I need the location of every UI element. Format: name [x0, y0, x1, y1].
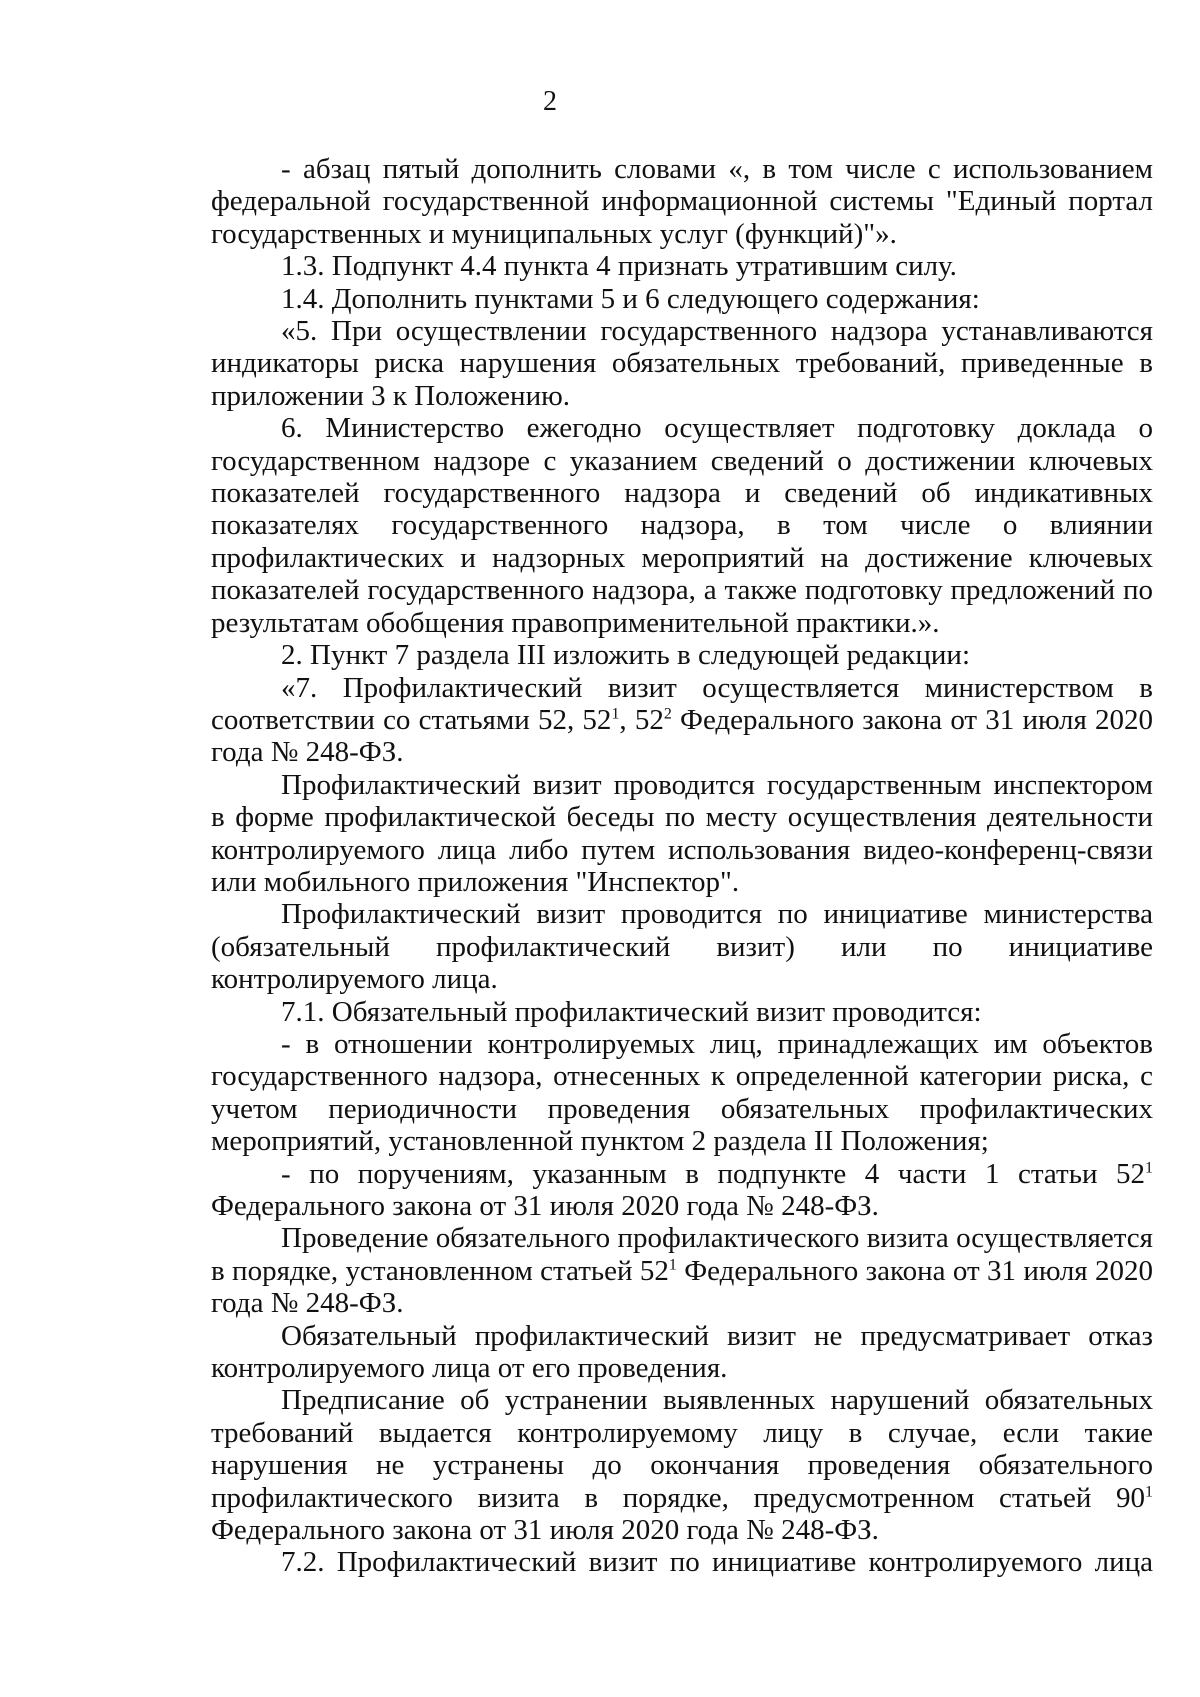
paragraph: - в отношении контролируемых лиц, принадлежащих им объектов государственного надзора, отнесенных к определенной категории риска, с учетом периодичности проведения обязательных профилактических мероприятий, установленной пунктом 2 раздела II Положения; [211, 1027, 1153, 1158]
superscript: 1 [1145, 1483, 1153, 1500]
text-run: Федерального закона от 31 июля 2020 года № 248-ФЗ. [211, 1514, 879, 1547]
paragraph: «5. При осуществлении государственного надзора устанавливаются индикаторы риска нарушения обязательных требований, приведенные в приложении 3 к Положению. [211, 315, 1153, 412]
paragraph: 7.1. Обязательный профилактический визит проводится: [281, 995, 982, 1028]
document-body [211, 153, 1153, 1579]
text-run: - по поручениям, указанным в подпункте 4 части 1 статьи 52 [281, 1157, 1146, 1190]
paragraph: 6. Министерство ежегодно осуществляет подготовку доклада о государственном надзоре с указанием сведений о достижении ключевых показателей государственного надзора и сведений об индикативных показателях государственного надзора, в том числе о влиянии профилактических и надзорных мероприятий на достижение ключевых показателей государственного надзора, а также подготовку предложений по результатам обобщения правоприменительной практики.». [211, 412, 1153, 639]
page-number: 2 [543, 86, 557, 117]
paragraph-orders [211, 1158, 1153, 1223]
paragraph-conduct [211, 1222, 1153, 1319]
text-run: Федерального закона от 31 июля 2020 года № 248-ФЗ. [211, 1254, 1153, 1320]
paragraph: 1.3. Подпункт 4.4 пункта 4 признать утратившим силу. [281, 250, 957, 283]
superscript: 1 [668, 1256, 677, 1274]
text-run: «7. Профилактический визит осуществляется министерством в соответствии со статьями 52, 52 [211, 671, 1153, 736]
paragraph: - абзац пятый дополнить словами «, в том числе с использованием федеральной государственной информационной системы "Единый портал государственных и муниципальных услуг (функций)"». [211, 153, 1153, 250]
paragraph-point-7 [211, 672, 1153, 769]
paragraph: Обязательный профилактический визит не предусматривает отказ контролируемого лица от его проведения. [211, 1319, 1153, 1385]
text-run: Федерального закона от 31 июля 2020 года № 248-ФЗ. [211, 1190, 879, 1222]
text-run: Федерального закона от 31 июля 2020 года № 248-ФЗ. [211, 703, 1153, 769]
paragraph-order-issuance [211, 1384, 1153, 1546]
paragraph-last: 7.2. Профилактический визит по инициативе контролируемого лица [281, 1546, 1153, 1579]
paragraph: Профилактический визит проводится государственным инспектором в форме профилактической беседы по месту осуществления деятельности контролируемого лица либо путем использования видео-конференц-связи или мобильного приложения "Инспектор". [211, 768, 1153, 898]
paragraph: Профилактический визит проводится по инициативе министерства (обязательный профилактический визит) или по инициативе контролируемого лица. [211, 898, 1153, 996]
superscript: 1 [611, 705, 620, 723]
text-run: Проведение обязательного профилактического визита осуществляется в порядке, установленном статьей 52 [211, 1222, 1153, 1287]
superscript: 2 [663, 705, 672, 723]
text-run: , 52 [619, 703, 664, 736]
text-run: Предписание об устранении выявленных нарушений обязательных требований выдается контролируемому лицу в случае, если такие нарушения не устранены до окончания проведения обязательного профилактического визита в порядке, предусмотренном статьей 90 [211, 1384, 1153, 1514]
paragraph: 1.4. Дополнить пунктами 5 и 6 следующего содержания: [281, 282, 980, 315]
paragraph: 2. Пункт 7 раздела III изложить в следующей редакции: [281, 639, 971, 672]
superscript: 1 [1145, 1158, 1153, 1176]
